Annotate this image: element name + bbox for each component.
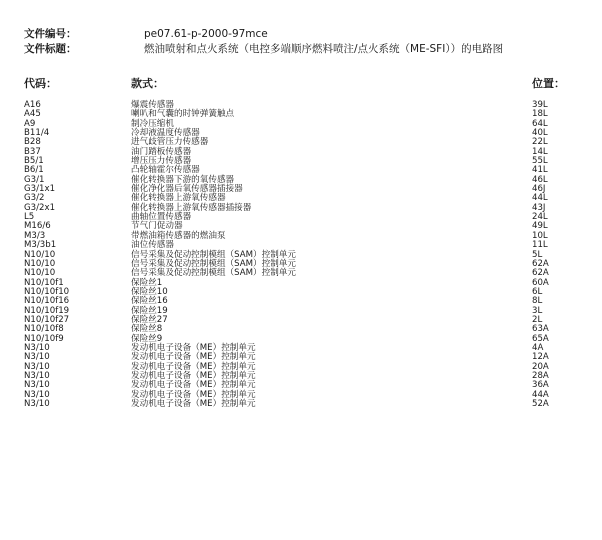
row-position: 8L bbox=[532, 296, 543, 307]
table-row bbox=[0, 148, 602, 157]
row-desc: 增压压力传感器 bbox=[131, 156, 192, 167]
row-code: N10/10f10 bbox=[24, 286, 70, 297]
row-desc: 信号采集及促动控制模组（SAM）控制单元 bbox=[131, 258, 297, 269]
table-row bbox=[0, 129, 602, 138]
row-desc: 进气歧管压力传感器 bbox=[131, 137, 209, 148]
row-position: 52A bbox=[532, 399, 549, 409]
row-position: 12A bbox=[532, 352, 549, 363]
row-code: N10/10f9 bbox=[24, 333, 64, 344]
row-position: 62A bbox=[532, 258, 549, 269]
doc-title-value: 燃油喷射和点火系统（电控多端顺序燃料喷注/点火系统（ME-SFI））的电路图 bbox=[144, 43, 504, 55]
table-row bbox=[0, 391, 602, 400]
row-desc: 发动机电子设备（ME）控制单元 bbox=[131, 380, 256, 391]
row-desc: 催化转换器下游的氧传感器 bbox=[131, 174, 235, 185]
table-row bbox=[0, 381, 602, 390]
row-desc: 凸轮轴霍尔传感器 bbox=[131, 165, 200, 176]
row-code: N10/10f27 bbox=[24, 314, 70, 325]
row-code: A45 bbox=[24, 109, 41, 120]
row-position: 28A bbox=[532, 370, 549, 381]
row-desc: 发动机电子设备（ME）控制单元 bbox=[131, 361, 256, 372]
table-row bbox=[0, 344, 602, 353]
row-desc: 爆震传感器 bbox=[131, 100, 174, 110]
row-code: N10/10f1 bbox=[24, 277, 64, 288]
row-code: B5/1 bbox=[24, 156, 44, 167]
row-position: 41L bbox=[532, 165, 548, 176]
table-row bbox=[0, 232, 602, 241]
row-code: B11/4 bbox=[24, 128, 50, 139]
table-row bbox=[0, 204, 602, 213]
row-desc: 发动机电子设备（ME）控制单元 bbox=[131, 399, 256, 409]
row-code: N3/10 bbox=[24, 389, 50, 400]
row-position: 10L bbox=[532, 230, 548, 241]
row-code: A9 bbox=[24, 118, 36, 129]
table-row bbox=[0, 222, 602, 231]
row-code: N10/10f8 bbox=[24, 324, 64, 335]
row-desc: 发动机电子设备（ME）控制单元 bbox=[131, 342, 256, 353]
row-position: 22L bbox=[532, 137, 548, 148]
table-row bbox=[0, 260, 602, 269]
row-position: 55L bbox=[532, 156, 548, 167]
table-row bbox=[0, 157, 602, 166]
row-position: 46J bbox=[532, 184, 546, 195]
row-desc: 保险丝27 bbox=[131, 314, 168, 325]
table-row bbox=[0, 353, 602, 362]
component-table bbox=[0, 101, 602, 409]
row-position: 4A bbox=[532, 342, 544, 353]
table-row bbox=[0, 166, 602, 175]
row-code: N10/10f19 bbox=[24, 305, 70, 316]
table-row bbox=[0, 400, 602, 409]
row-code: N3/10 bbox=[24, 399, 50, 409]
row-desc: 油门踏板传感器 bbox=[131, 146, 192, 157]
row-desc: 催化净化器后氧传感器插接器 bbox=[131, 184, 243, 195]
table-row bbox=[0, 101, 602, 110]
header-desc: 款式： bbox=[131, 77, 164, 90]
row-position: 64L bbox=[532, 118, 548, 129]
row-desc: 保险丝9 bbox=[131, 333, 163, 344]
row-position: 11L bbox=[532, 240, 548, 251]
row-desc: 信号采集及促动控制模组（SAM）控制单元 bbox=[131, 249, 297, 260]
row-position: 24L bbox=[532, 212, 548, 223]
row-position: 36A bbox=[532, 380, 549, 391]
row-position: 63A bbox=[532, 324, 549, 335]
row-desc: 油位传感器 bbox=[131, 240, 174, 251]
row-desc: 发动机电子设备（ME）控制单元 bbox=[131, 389, 256, 400]
table-row bbox=[0, 138, 602, 147]
table-row bbox=[0, 307, 602, 316]
row-code: M3/3 bbox=[24, 230, 46, 241]
row-code: L5 bbox=[24, 212, 35, 223]
row-desc: 保险丝10 bbox=[131, 286, 168, 297]
row-desc: 曲轴位置传感器 bbox=[131, 212, 192, 223]
row-code: N3/10 bbox=[24, 370, 50, 381]
row-desc: 保险丝8 bbox=[131, 324, 163, 335]
table-row bbox=[0, 372, 602, 381]
row-position: 65A bbox=[532, 333, 549, 344]
doc-title-label: 文件标题： bbox=[24, 43, 77, 55]
row-position: 14L bbox=[532, 146, 548, 157]
table-row bbox=[0, 194, 602, 203]
row-code: B28 bbox=[24, 137, 41, 148]
row-code: M3/3b1 bbox=[24, 240, 57, 251]
row-code: N3/10 bbox=[24, 352, 50, 363]
table-row bbox=[0, 120, 602, 129]
row-desc: 制冷压缩机 bbox=[131, 118, 174, 129]
row-desc: 冷却液温度传感器 bbox=[131, 128, 200, 139]
table-row bbox=[0, 363, 602, 372]
doc-number-label: 文件编号： bbox=[24, 28, 77, 40]
row-code: N10/10 bbox=[24, 249, 56, 260]
row-desc: 保险丝16 bbox=[131, 296, 168, 307]
header-pos: 位置： bbox=[532, 77, 565, 90]
doc-number-value: pe07.61-p-2000-97mce bbox=[144, 28, 268, 40]
table-row bbox=[0, 110, 602, 119]
row-position: 39L bbox=[532, 100, 548, 110]
row-position: 18L bbox=[532, 109, 548, 120]
table-row bbox=[0, 241, 602, 250]
row-desc: 催化转换器上游氧传感器 bbox=[131, 193, 226, 204]
table-row bbox=[0, 325, 602, 334]
row-position: 6L bbox=[532, 286, 543, 297]
row-desc: 催化转换器上游氧传感器插接器 bbox=[131, 202, 252, 213]
row-position: 5L bbox=[532, 249, 543, 260]
table-row bbox=[0, 251, 602, 260]
row-desc: 节气门促动器 bbox=[131, 221, 183, 232]
row-position: 44A bbox=[532, 389, 549, 400]
row-code: N3/10 bbox=[24, 342, 50, 353]
row-position: 49L bbox=[532, 221, 548, 232]
row-code: N3/10 bbox=[24, 361, 50, 372]
row-code: B37 bbox=[24, 146, 41, 157]
doc-number-row bbox=[24, 26, 268, 41]
table-row bbox=[0, 335, 602, 344]
row-position: 2L bbox=[532, 314, 543, 325]
row-code: M16/6 bbox=[24, 221, 51, 232]
row-position: 60A bbox=[532, 277, 549, 288]
row-code: N10/10f16 bbox=[24, 296, 70, 307]
row-code: B6/1 bbox=[24, 165, 44, 176]
table-row bbox=[0, 213, 602, 222]
row-desc: 发动机电子设备（ME）控制单元 bbox=[131, 370, 256, 381]
row-code: G3/1x1 bbox=[24, 184, 56, 195]
row-code: G3/2 bbox=[24, 193, 45, 204]
table-row bbox=[0, 297, 602, 306]
row-position: 44L bbox=[532, 193, 548, 204]
table-row bbox=[0, 185, 602, 194]
row-desc: 喇叭和气囊的时钟弹簧触点 bbox=[131, 109, 235, 120]
row-desc: 保险丝1 bbox=[131, 277, 163, 288]
row-position: 43J bbox=[532, 202, 546, 213]
row-code: N3/10 bbox=[24, 380, 50, 391]
row-desc: 信号采集及促动控制模组（SAM）控制单元 bbox=[131, 268, 297, 279]
table-row bbox=[0, 288, 602, 297]
table-row bbox=[0, 269, 602, 278]
table-row bbox=[0, 279, 602, 288]
row-code: A16 bbox=[24, 100, 41, 110]
doc-title-row bbox=[24, 41, 503, 56]
row-position: 20A bbox=[532, 361, 549, 372]
row-desc: 发动机电子设备（ME）控制单元 bbox=[131, 352, 256, 363]
row-position: 40L bbox=[532, 128, 548, 139]
row-code: N10/10 bbox=[24, 268, 56, 279]
row-code: G3/2x1 bbox=[24, 202, 56, 213]
row-desc: 带燃油箱传感器的燃油泵 bbox=[131, 230, 226, 241]
row-code: N10/10 bbox=[24, 258, 56, 269]
row-desc: 保险丝19 bbox=[131, 305, 168, 316]
row-position: 62A bbox=[532, 268, 549, 279]
row-position: 3L bbox=[532, 305, 543, 316]
header-code: 代码： bbox=[24, 77, 57, 90]
table-row bbox=[0, 316, 602, 325]
row-position: 46L bbox=[532, 174, 548, 185]
table-row bbox=[0, 176, 602, 185]
row-code: G3/1 bbox=[24, 174, 45, 185]
